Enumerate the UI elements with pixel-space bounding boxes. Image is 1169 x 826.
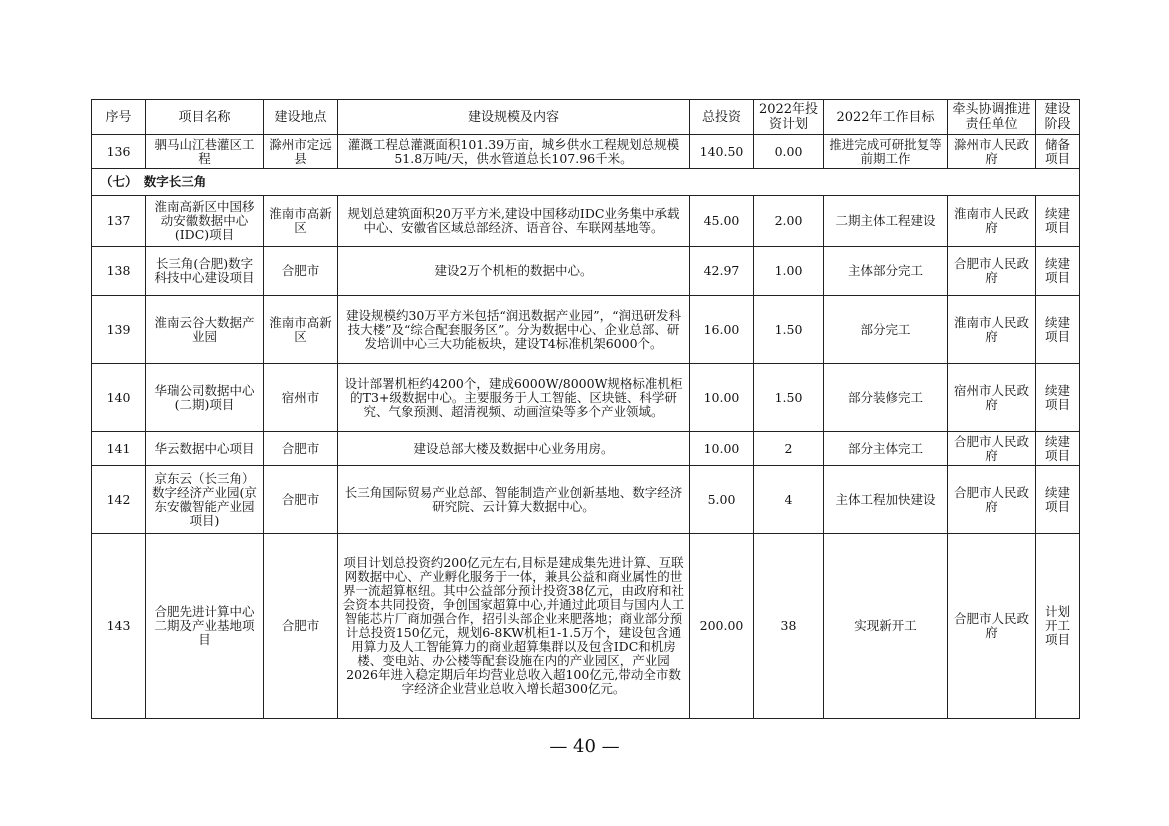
table-row (92, 196, 1080, 247)
section-row (92, 169, 1080, 196)
cell-plan: 1.00 (754, 247, 824, 296)
cell-seq: 137 (92, 196, 146, 247)
page-number: — 40 — (549, 736, 620, 757)
cell-stage: 续建项目 (1036, 364, 1080, 432)
cell-goal: 部分装修完工 (824, 364, 948, 432)
cell-stage: 储备项目 (1036, 135, 1080, 169)
cell-stage: 续建项目 (1036, 466, 1080, 534)
table-row (92, 364, 1080, 432)
cell-unit: 滁州市人民政府 (948, 135, 1036, 169)
cell-content: 设计部署机柜约4200个，建成6000W/8000W规格标准机柜的T3+级数据中心。主要服务于人工智能、区块链、科学研究、气象预测、超清视频、动画渲染等多个产业领域。 (338, 364, 690, 432)
cell-plan: 2 (754, 432, 824, 466)
cell-seq: 139 (92, 296, 146, 364)
cell-total: 45.00 (690, 196, 754, 247)
cell-total: 16.00 (690, 296, 754, 364)
header-plan: 2022年投资计划 (754, 100, 824, 135)
cell-location: 合肥市 (264, 466, 338, 534)
cell-name: 长三角(合肥)数字科技中心建设项目 (146, 247, 264, 296)
cell-location: 淮南市高新区 (264, 196, 338, 247)
table-row (92, 466, 1080, 534)
cell-seq: 136 (92, 135, 146, 169)
cell-content: 建设2万个机柜的数据中心。 (338, 247, 690, 296)
cell-stage: 续建项目 (1036, 196, 1080, 247)
cell-goal: 主体工程加快建设 (824, 466, 948, 534)
section-title: （七） 数字长三角 (92, 169, 1080, 196)
cell-total: 10.00 (690, 364, 754, 432)
table-header-row (92, 100, 1080, 135)
cell-plan: 2.00 (754, 196, 824, 247)
table-row (92, 135, 1080, 169)
cell-goal: 部分完工 (824, 296, 948, 364)
cell-location: 淮南市高新区 (264, 296, 338, 364)
cell-stage: 计划开工项目 (1036, 534, 1080, 719)
cell-unit: 淮南市人民政府 (948, 196, 1036, 247)
cell-content: 建设规模约30万平方米包括“润迅数据产业园”，“润迅研发科技大楼”及“综合配套服务区”。分为数据中心、企业总部、研发培训中心三大功能板块，建设T4标准机架6000个。 (338, 296, 690, 364)
cell-location: 合肥市 (264, 534, 338, 719)
table-row (92, 432, 1080, 466)
cell-stage: 续建项目 (1036, 432, 1080, 466)
header-name: 项目名称 (146, 100, 264, 135)
cell-unit: 宿州市人民政府 (948, 364, 1036, 432)
table-row (92, 534, 1080, 719)
cell-seq: 142 (92, 466, 146, 534)
cell-seq: 143 (92, 534, 146, 719)
cell-name: 驷马山江巷灌区工程 (146, 135, 264, 169)
cell-location: 合肥市 (264, 247, 338, 296)
cell-total: 5.00 (690, 466, 754, 534)
header-total: 总投资 (690, 100, 754, 135)
cell-location: 滁州市定远县 (264, 135, 338, 169)
header-stage: 建设阶段 (1036, 100, 1080, 135)
cell-seq: 141 (92, 432, 146, 466)
cell-goal: 二期主体工程建设 (824, 196, 948, 247)
cell-plan: 38 (754, 534, 824, 719)
cell-location: 宿州市 (264, 364, 338, 432)
cell-name: 华云数据中心项目 (146, 432, 264, 466)
cell-plan: 4 (754, 466, 824, 534)
cell-unit: 合肥市人民政府 (948, 466, 1036, 534)
cell-location: 合肥市 (264, 432, 338, 466)
cell-name: 淮南高新区中国移动安徽数据中心(IDC)项目 (146, 196, 264, 247)
cell-name: 合肥先进计算中心二期及产业基地项目 (146, 534, 264, 719)
cell-goal: 实现新开工 (824, 534, 948, 719)
cell-content: 长三角国际贸易产业总部、智能制造产业创新基地、数字经济研究院、云计算大数据中心。 (338, 466, 690, 534)
cell-seq: 138 (92, 247, 146, 296)
cell-content: 灌溉工程总灌溉面积101.39万亩，城乡供水工程规划总规模51.8万吨/天，供水管道总长107.96千米。 (338, 135, 690, 169)
cell-plan: 1.50 (754, 364, 824, 432)
cell-name: 淮南云谷大数据产业园 (146, 296, 264, 364)
cell-content: 项目计划总投资约200亿元左右,目标是建成集先进计算、互联网数据中心、产业孵化服务于一体，兼具公益和商业属性的世界一流超算枢纽。其中公益部分预计投资38亿元，由政府和社会资本共同投资，争创国家超算中心,并通过此项目与国内人工智能芯片厂商加强合作，招引头部企业来肥落地；商业部分预计总投资150亿元，规划6-8KW机柜1-1.5万个，建设包含通用算力及人工智能算力的商业超算集群以及包含IDC和机房楼、变电站、办公楼等配套设施在内的产业园区，产业园2026年进入稳定期后年均营业总收入超100亿元,带动全市数字经济企业营业总收入增长超300亿元。 (338, 534, 690, 719)
cell-total: 140.50 (690, 135, 754, 169)
cell-goal: 主体部分完工 (824, 247, 948, 296)
table-row (92, 247, 1080, 296)
cell-total: 42.97 (690, 247, 754, 296)
cell-goal: 部分主体完工 (824, 432, 948, 466)
cell-goal: 推进完成可研批复等前期工作 (824, 135, 948, 169)
cell-content: 规划总建筑面积20万平方米,建设中国移动IDC业务集中承载中心、安徽省区域总部经济、语音谷、车联网基地等。 (338, 196, 690, 247)
cell-stage: 续建项目 (1036, 296, 1080, 364)
header-goal: 2022年工作目标 (824, 100, 948, 135)
cell-plan: 1.50 (754, 296, 824, 364)
header-unit: 牵头协调推进责任单位 (948, 100, 1036, 135)
header-content: 建设规模及内容 (338, 100, 690, 135)
cell-unit: 合肥市人民政府 (948, 432, 1036, 466)
header-seq: 序号 (92, 100, 146, 135)
cell-unit: 淮南市人民政府 (948, 296, 1036, 364)
cell-name: 京东云（长三角）数字经济产业园(京东安徽智能产业园项目) (146, 466, 264, 534)
cell-seq: 140 (92, 364, 146, 432)
header-location: 建设地点 (264, 100, 338, 135)
cell-total: 200.00 (690, 534, 754, 719)
cell-content: 建设总部大楼及数据中心业务用房。 (338, 432, 690, 466)
cell-total: 10.00 (690, 432, 754, 466)
project-table (91, 99, 1080, 719)
cell-plan: 0.00 (754, 135, 824, 169)
table-row (92, 296, 1080, 364)
cell-name: 华瑞公司数据中心(二期)项目 (146, 364, 264, 432)
cell-unit: 合肥市人民政府 (948, 534, 1036, 719)
cell-unit: 合肥市人民政府 (948, 247, 1036, 296)
cell-stage: 续建项目 (1036, 247, 1080, 296)
